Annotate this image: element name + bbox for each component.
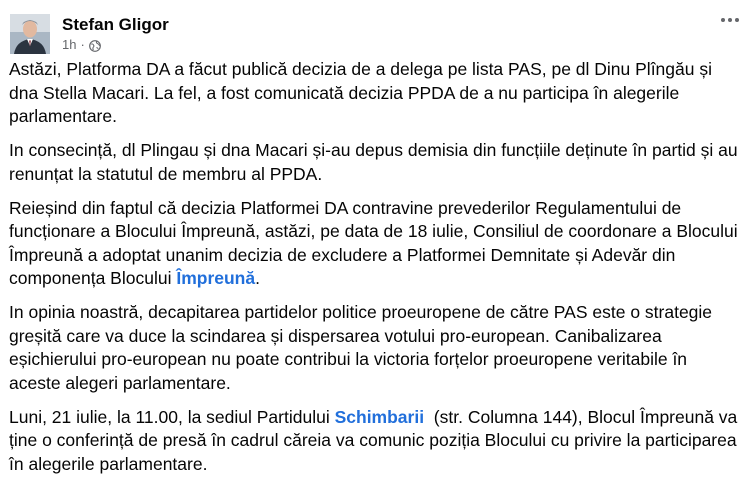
paragraph-5-end: (str. Columna 144), Blocul Împreună va ține o conferință de presă în cadrul căreia va comunic poziția Blocului cu privire la participarea în alegerile parlamentare. (9, 406, 743, 474)
avatar[interactable] (10, 14, 50, 54)
paragraph-5 (9, 406, 743, 477)
post-timestamp[interactable]: 1h (62, 36, 77, 52)
paragraph-2: In consecință, dl Plingau și dna Macari și-au depus demisia din funcțiile deținute în partid și au renunțat la statutul de membru al PPDA. (9, 140, 738, 184)
avatar-photo-icon (10, 14, 50, 54)
paragraph-3 (9, 197, 738, 291)
globe-icon[interactable] (89, 39, 101, 51)
paragraph-3-end: . (255, 268, 260, 288)
paragraph-3-text: Reieșind din faptul că decizia Platformei DA contravine prevederilor Regulamentului de funcționare a Blocului Împreună, astăzi, pe data de 18 iulie, Consiliul de coordonare a Blocului Împreună a adoptat unanim decizia de excludere a Platformei Demnitate și Adevăr din componența Blocului (9, 197, 738, 288)
paragraph-4: In opinia noastră, decapitarea partidelor politice proeuropene de către PAS este o strategie greșită care va duce la scindarea și dispersarea votului pro-european. Canibalizarea eșichierului pro-european nu poate contribui la victoria forțelor proeuropene veritabile în aceste alegeri parlamentare. (9, 302, 713, 393)
post-meta (62, 36, 169, 54)
more-options-button[interactable] (718, 8, 742, 32)
post-header (10, 10, 740, 58)
paragraph-1: Astăzi, Platforma DA a făcut publică decizia de a delega pe lista PAS, pe dl Dinu Plîngău și dna Stella Macari. La fel, a fost comunicată decizia PPDA de a nu participa în alegerile parlamentare. (9, 59, 712, 126)
link-schimbarii[interactable]: Schimbarii (334, 406, 425, 427)
author-name[interactable]: Stefan Gligor (62, 14, 169, 34)
link-impreuna[interactable]: Împreună (176, 268, 256, 288)
paragraph-5-text: Luni, 21 iulie, la 11.00, la sediul Partidului (9, 406, 335, 427)
author-block (62, 14, 169, 54)
more-horizontal-icon (720, 17, 740, 23)
meta-separator: · (80, 36, 85, 52)
post-text (9, 58, 743, 487)
